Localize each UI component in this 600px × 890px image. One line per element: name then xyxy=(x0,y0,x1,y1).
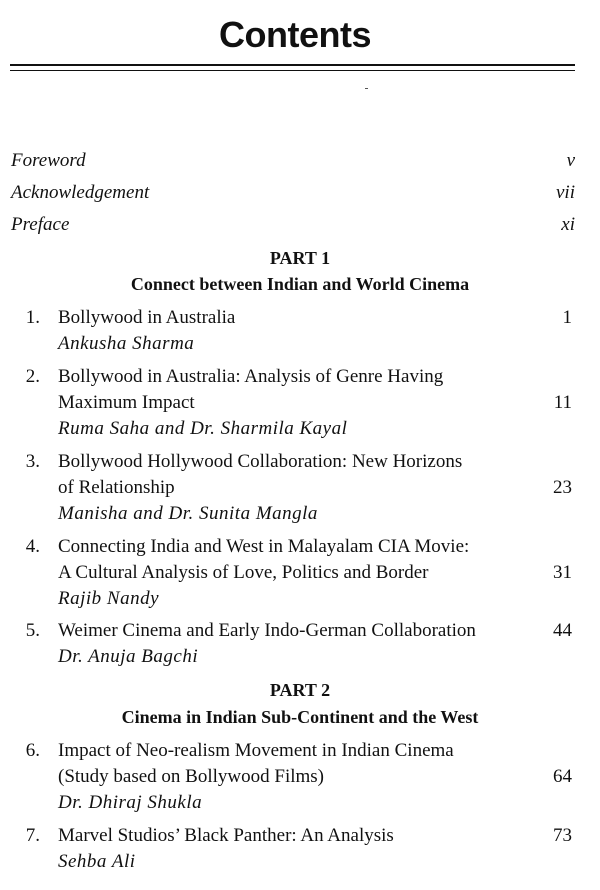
entry-page: 1 xyxy=(562,307,572,328)
front-matter-label: Preface xyxy=(11,214,70,235)
entry-title-line: of Relationship xyxy=(58,477,175,498)
part-2-label: PART 2 xyxy=(269,680,331,700)
front-matter-foreword[interactable] xyxy=(11,150,575,172)
entry-title-line: Impact of Neo-realism Movement in Indian Cinema xyxy=(58,740,454,761)
entry-author: Dr. Dhiraj Shukla xyxy=(58,792,203,813)
title-rule-thin xyxy=(10,70,575,71)
entry-title-line: Marvel Studios’ Black Panther: An Analysis xyxy=(58,825,394,846)
entry-number: 2. xyxy=(25,366,40,387)
entry-author: Ruma Saha and Dr. Sharmila Kayal xyxy=(58,418,348,439)
entry-title-line: Connecting India and West in Malayalam CIA Movie: xyxy=(58,536,470,557)
entry-page: 23 xyxy=(553,477,572,498)
entry-title-line: (Study based on Bollywood Films) xyxy=(58,766,325,787)
page-title: Contents xyxy=(219,14,371,55)
entry-number: 4. xyxy=(25,536,40,557)
front-matter-preface[interactable] xyxy=(11,214,575,236)
front-matter-page: vii xyxy=(556,182,575,203)
entry-page: 11 xyxy=(553,392,572,413)
front-matter-acknowledgement[interactable] xyxy=(11,182,575,204)
entry-number: 3. xyxy=(25,451,40,472)
entry-title-line: A Cultural Analysis of Love, Politics and Border xyxy=(58,562,429,583)
entry-author: Sehba Ali xyxy=(58,851,136,872)
front-matter-label: Acknowledgement xyxy=(11,182,150,203)
title-rule-thick xyxy=(10,64,575,66)
entry-author: Rajib Nandy xyxy=(58,588,160,609)
entry-number: 6. xyxy=(25,740,40,761)
part-2-title: Cinema in Indian Sub-Continent and the West xyxy=(121,707,479,727)
entry-number: 5. xyxy=(25,620,40,641)
part-1-label: PART 1 xyxy=(269,248,331,268)
entry-title-line: Bollywood in Australia xyxy=(58,307,236,328)
entry-title-line: Weimer Cinema and Early Indo-German Collaboration xyxy=(58,620,476,641)
front-matter-page: v xyxy=(566,150,575,171)
entry-title-line: Bollywood in Australia: Analysis of Genre Having xyxy=(58,366,444,387)
entry-author: Ankusha Sharma xyxy=(58,333,195,354)
entry-page: 31 xyxy=(553,562,572,583)
entry-page: 73 xyxy=(553,825,572,846)
entry-page: 44 xyxy=(553,620,572,641)
entry-number: 7. xyxy=(25,825,40,846)
part-1-title: Connect between Indian and World Cinema xyxy=(130,274,470,294)
entry-page: 64 xyxy=(553,766,572,787)
entry-author: Manisha and Dr. Sunita Mangla xyxy=(58,503,318,524)
entry-number: 1. xyxy=(25,307,40,328)
front-matter-page: xi xyxy=(561,214,575,235)
front-matter-label: Foreword xyxy=(11,150,86,171)
entry-title-line: Maximum Impact xyxy=(58,392,195,413)
print-speck xyxy=(365,88,368,89)
entry-author: Dr. Anuja Bagchi xyxy=(58,646,199,667)
entry-title-line: Bollywood Hollywood Collaboration: New Horizons xyxy=(58,451,463,472)
